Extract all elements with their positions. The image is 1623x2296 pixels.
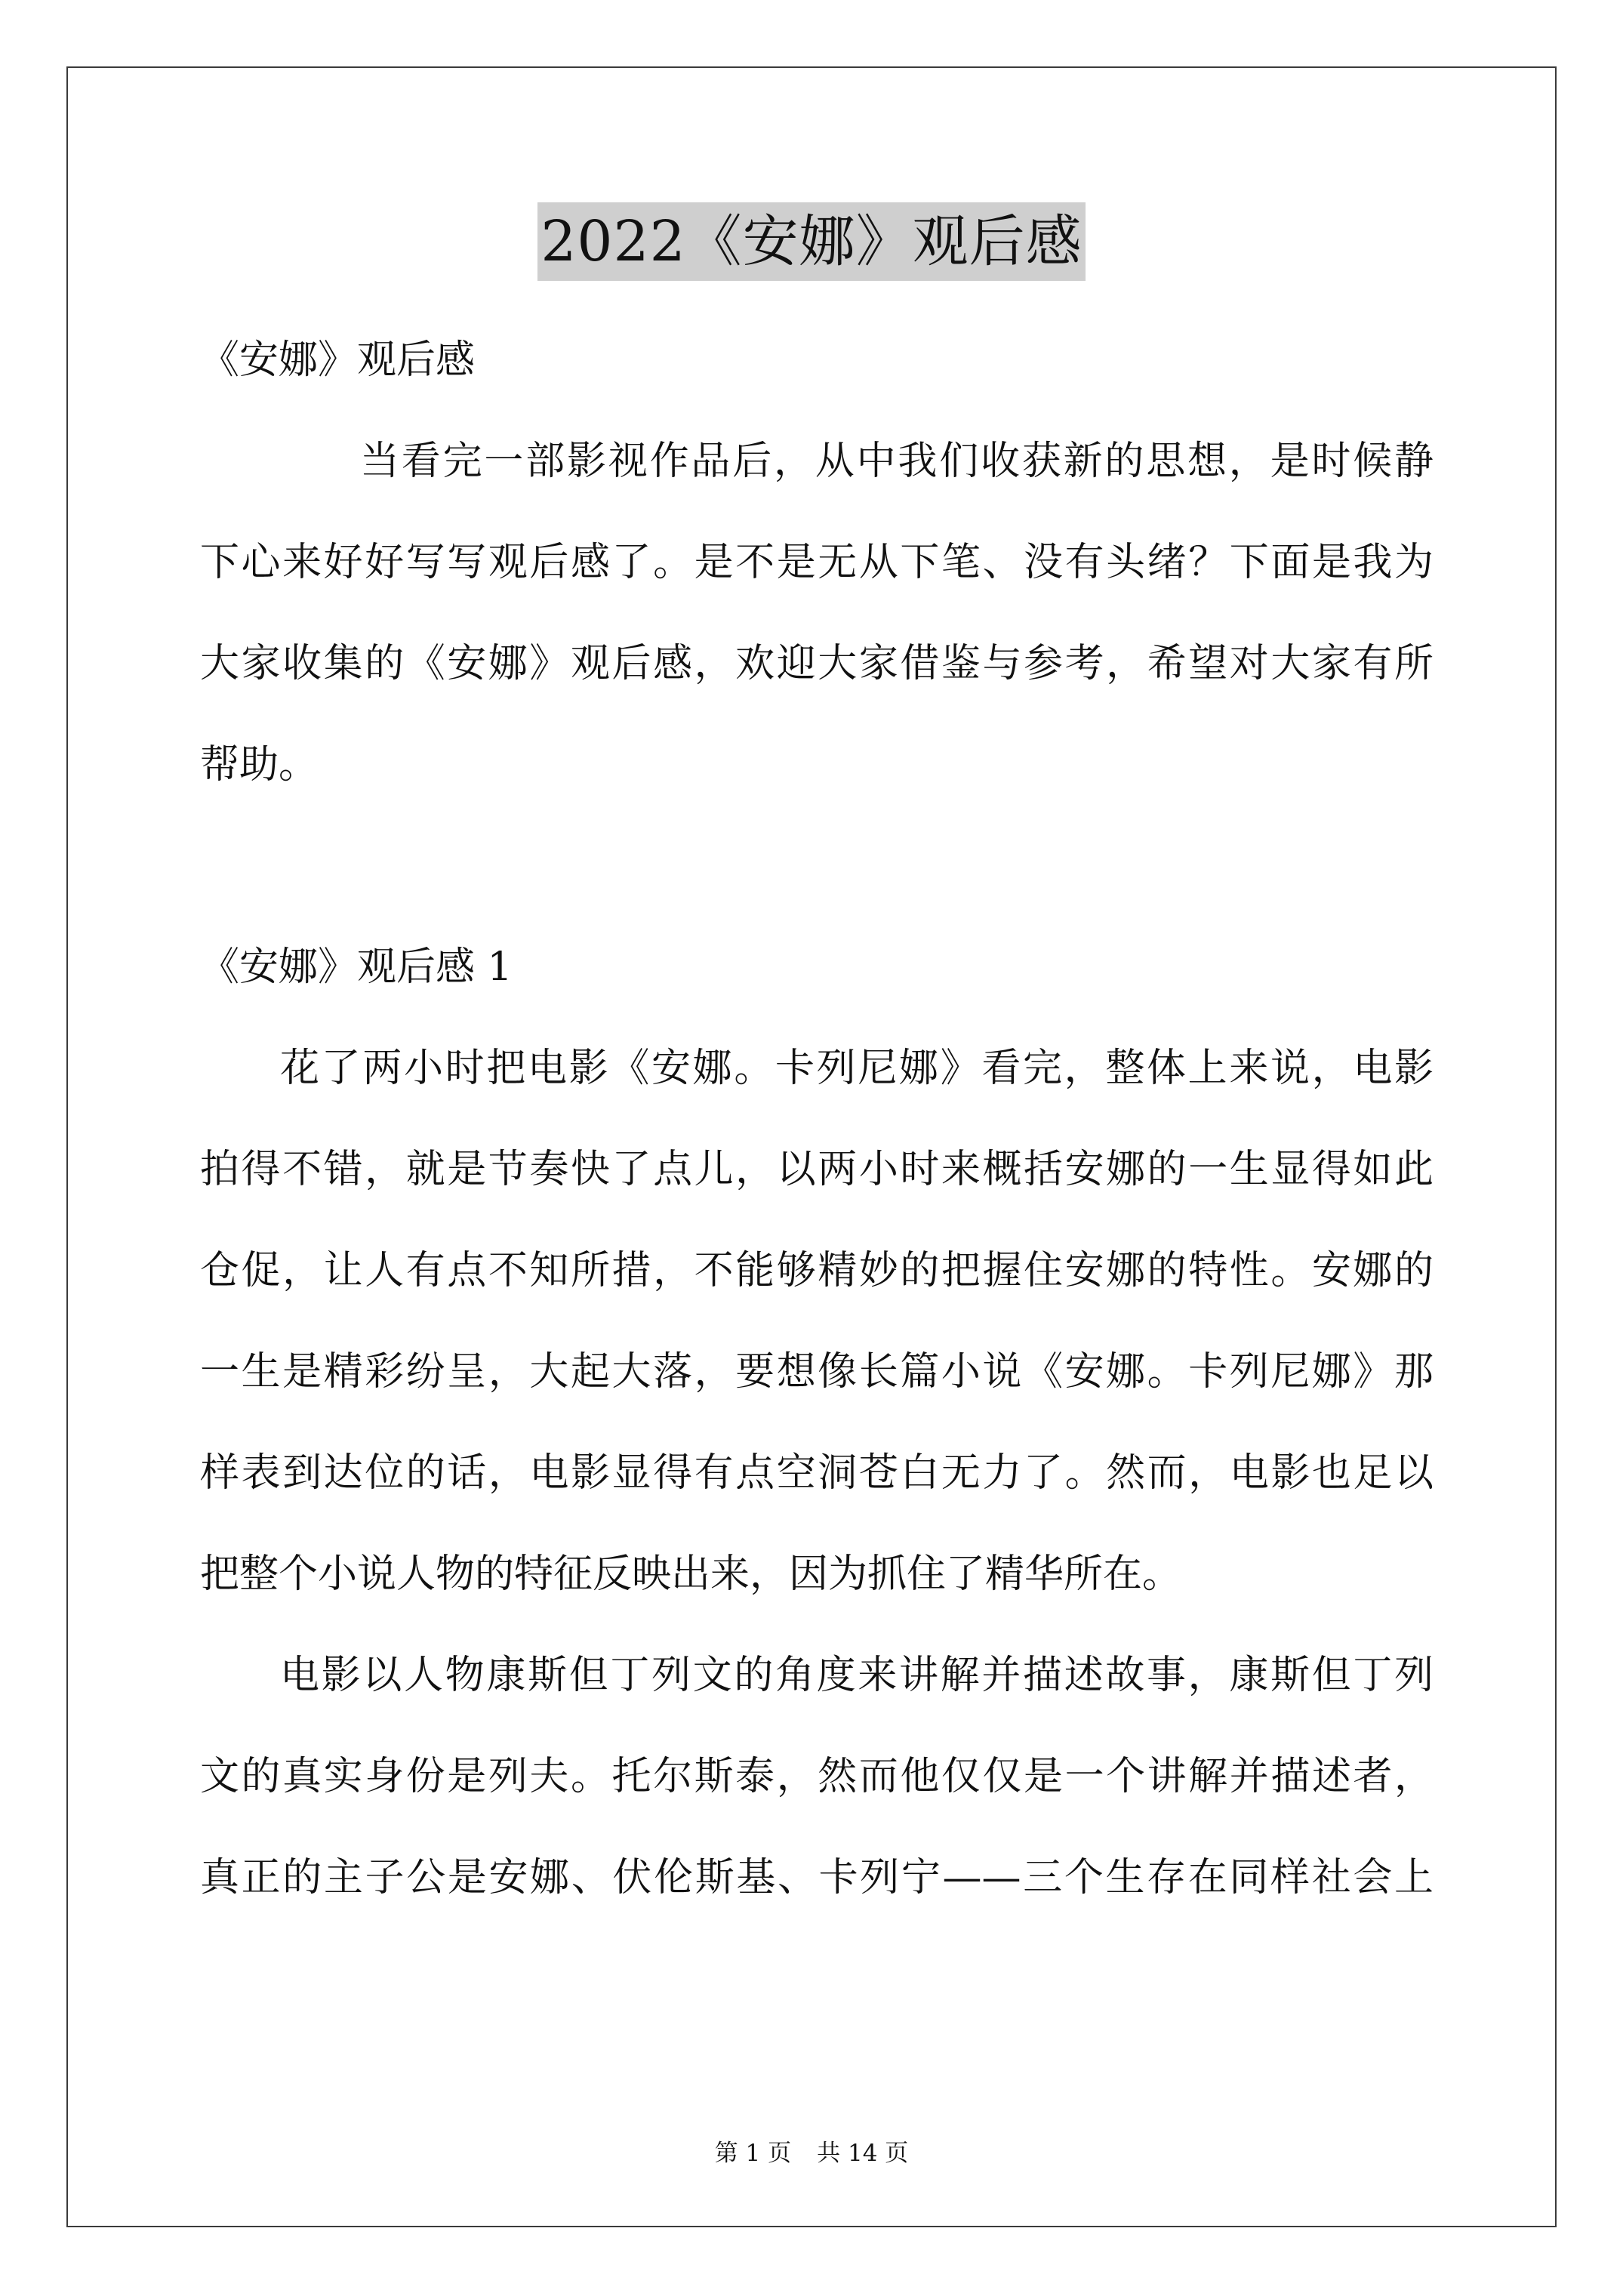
page-footer — [0, 2134, 1623, 2168]
spacer — [200, 815, 1434, 917]
paragraph-line: 一生是精彩纷呈，大起大落，要想像长篇小说《安娜。卡列尼娜》那 — [200, 1349, 1434, 1395]
section-heading: 《安娜》观后感 1 — [200, 945, 513, 990]
paragraph-line: 仓促，让人有点不知所措，不能够精妙的把握住安娜的特性。安娜的 — [200, 1248, 1434, 1293]
section-paragraph — [200, 1625, 1434, 1928]
section-paragraph — [200, 1018, 1434, 1625]
paragraph-line: 花了两小时把电影《安娜。卡列尼娜》看完，整体上来说，电影 — [280, 1046, 1434, 1091]
title-container — [0, 202, 1623, 281]
paragraph-line: 真正的主子公是安娜、伏伦斯基、卡列宁——三个生存在同样社会上 — [200, 1855, 1434, 1900]
paragraph-line: 文的真实身份是列夫。托尔斯泰，然而他仅仅是一个讲解并描述者， — [200, 1754, 1434, 1799]
intro-heading: 《安娜》观后感 — [200, 337, 476, 383]
paragraph-line: 下心来好好写写观后感了。是不是无从下笔、没有头绪？下面是我为 — [200, 540, 1434, 585]
paragraph-line: 样表到达位的话，电影显得有点空洞苍白无力了。然而，电影也足以 — [200, 1450, 1434, 1496]
paragraph-line: 电影以人物康斯但丁列文的角度来讲解并描述故事，康斯但丁列 — [280, 1653, 1434, 1698]
page-number: 第 1 页 — [714, 2140, 792, 2167]
paragraph-line: 帮助。 — [200, 742, 319, 787]
document-title: 2022《安娜》观后感 — [537, 202, 1085, 281]
paragraph-line: 当看完一部影视作品后，从中我们收获新的思想，是时候静 — [360, 439, 1434, 484]
paragraph-line: 拍得不错，就是节奏快了点儿，以两小时来概括安娜的一生显得如此 — [200, 1147, 1434, 1192]
intro-paragraph — [200, 411, 1434, 815]
paragraph-line: 大家收集的《安娜》观后感，欢迎大家借鉴与参考，希望对大家有所 — [200, 641, 1434, 686]
document-body — [200, 310, 1434, 1928]
paragraph-line: 把整个小说人物的特征反映出来，因为抓住了精华所在。 — [200, 1552, 1182, 1597]
page-total: 共 14 页 — [817, 2140, 909, 2167]
